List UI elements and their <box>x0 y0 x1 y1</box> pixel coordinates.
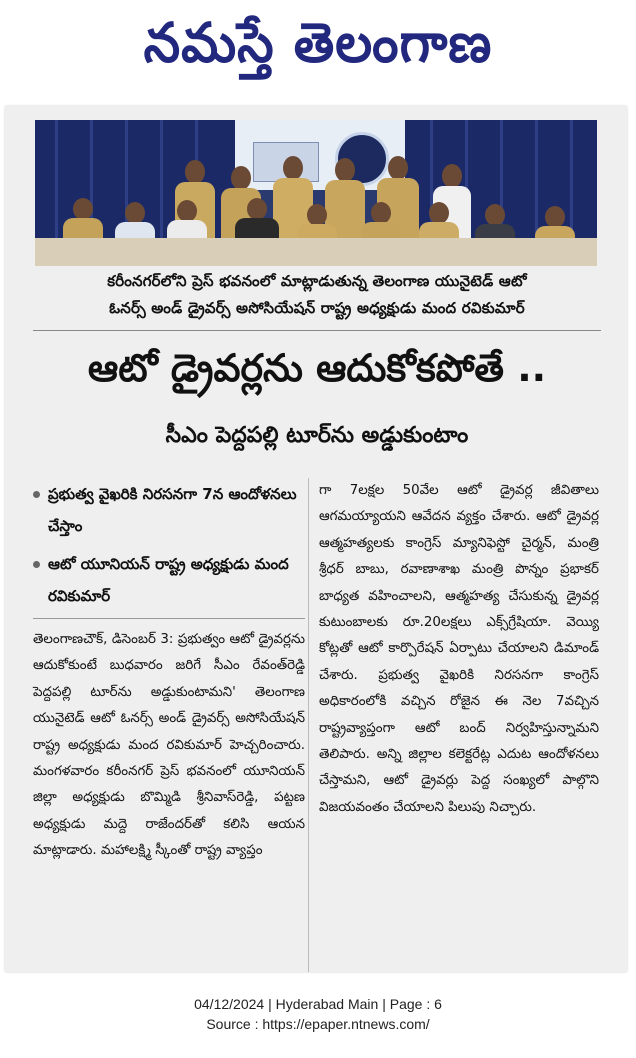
bullet-icon <box>33 561 40 568</box>
article-body-left: తెలంగాణచౌక్, డిసెంబర్ 3: ప్రభుత్వం ఆటో డ్రైవర్లను ఆదుకోకుంటే బుధవారం జరిగే సీఎం రేవంత్‌రెడ్డి పెద్దపల్లి టూర్‌ను అడ్డుకుంటామని' తెలంగాణ యునైటెడ్ ఆటో ఓనర్స్ అండ్ డ్రైవర్స్ అసోసియేషన్ రాష్ట్ర అధ్యక్షుడు మంద రవికుమార్ హెచ్చరించారు. మంగళవారం కరీంనగర్ ప్రెస్ భవనంలో యూనియన్ జిల్లా అధ్యక్షుడు బొమ్మిడి శ్రీనివాస్‌రెడ్డి, పట్టణ అధ్యక్షుడు మద్దె రాజేందర్‌తో కలిసి ఆయన మాట్లాడారు. మహాలక్ష్మి స్కీంతో రాష్ట్ర వ్యాప్తం <box>33 632 305 859</box>
page-footer <box>0 994 636 1034</box>
article-body-right: గా 7లక్షల 50వేల ఆటో డ్రైవర్ల జీవితాలు ఆగమయ్యాయని ఆవేదన వ్యక్తం చేశారు. ఆటో డ్రైవర్ల ఆత్మహత్యలకు కాంగ్రెస్ మ్యానిఫెస్టో చైర్మన్, మంత్రి శ్రీధర్ బాబు, రవాణాశాఖ మంత్రి పొన్నం ప్రభాకర్ బాధ్యత వహించాలని, ఆత్మహత్య చేసుకున్న డ్రైవర్ల కుటుంబాలకు రూ.20లక్షలు ఎక్స్‌గ్రేషియా. వెయ్యి కోట్లతో ఆటో కార్పొరేషన్ ఏర్పాటు చేయాలని డిమాండ్ చేశారు. ప్రభుత్వ వైఖరికి నిరసనగా కాంగ్రెస్ అధికారంలోకి వచ్చిన రోజైన ఈ నెల 7వచ్చిన రాష్ట్రవ్యాప్తంగా ఆటో బంద్ నిర్వహిస్తున్నామని తెలిపారు. అన్ని జిల్లాల కలెక్టరేట్ల ఎదుట ఆందోళనలు చేస్తామని, ఆటో డ్రైవర్లు పెద్ద సంఖ్యలో పాల్గొని విజయవంతం చేయాలని పిలుపు నిచ్చారు. <box>319 483 599 815</box>
highlight-item <box>33 548 305 612</box>
article-subheadline: సీఎం పెద్దపల్లి టూర్‌ను అడ్డుకుంటాం <box>165 423 469 448</box>
highlight-item <box>33 478 305 542</box>
article-headline: ఆటో డ్రైవర్లను ఆదుకోకపోతే .. <box>87 346 547 390</box>
article-column-right <box>319 478 599 821</box>
press-table <box>35 238 597 266</box>
highlight-text: ఆటో యూనియన్ రాష్ట్ర అధ్యక్షుడు మంద రవికుమార్ <box>48 555 289 605</box>
bullet-icon <box>33 491 40 498</box>
newspaper-title: నమస్తే తెలంగాణ <box>143 11 493 76</box>
caption-line-2: ఓనర్స్ అండ్ డ్రైవర్స్ అసోసియేషన్ రాష్ట్ర అధ్యక్షుడు మంద రవికుమార్ <box>109 299 525 317</box>
masthead <box>0 0 636 100</box>
edition-info: 04/12/2024 | Hyderabad Main | Page : 6 <box>194 996 442 1012</box>
column-divider <box>308 478 309 972</box>
highlight-text: ప్రభుత్వ వైఖరికి నిరసనగా 7న ఆందోళనలు చేస్తాం <box>48 485 297 535</box>
press-meet-photo <box>35 120 597 266</box>
caption-line-1: కరీంనగర్‌లోని ప్రెస్ భవనంలో మాట్లాడుతున్న తెలంగాణ యునైటెడ్ ఆటో <box>107 272 527 290</box>
divider <box>33 618 305 619</box>
photo-caption <box>33 268 601 331</box>
source-link: Source : https://epaper.ntnews.com/ <box>206 1016 430 1032</box>
article-clipping <box>5 106 627 972</box>
article-column-left <box>33 478 305 865</box>
